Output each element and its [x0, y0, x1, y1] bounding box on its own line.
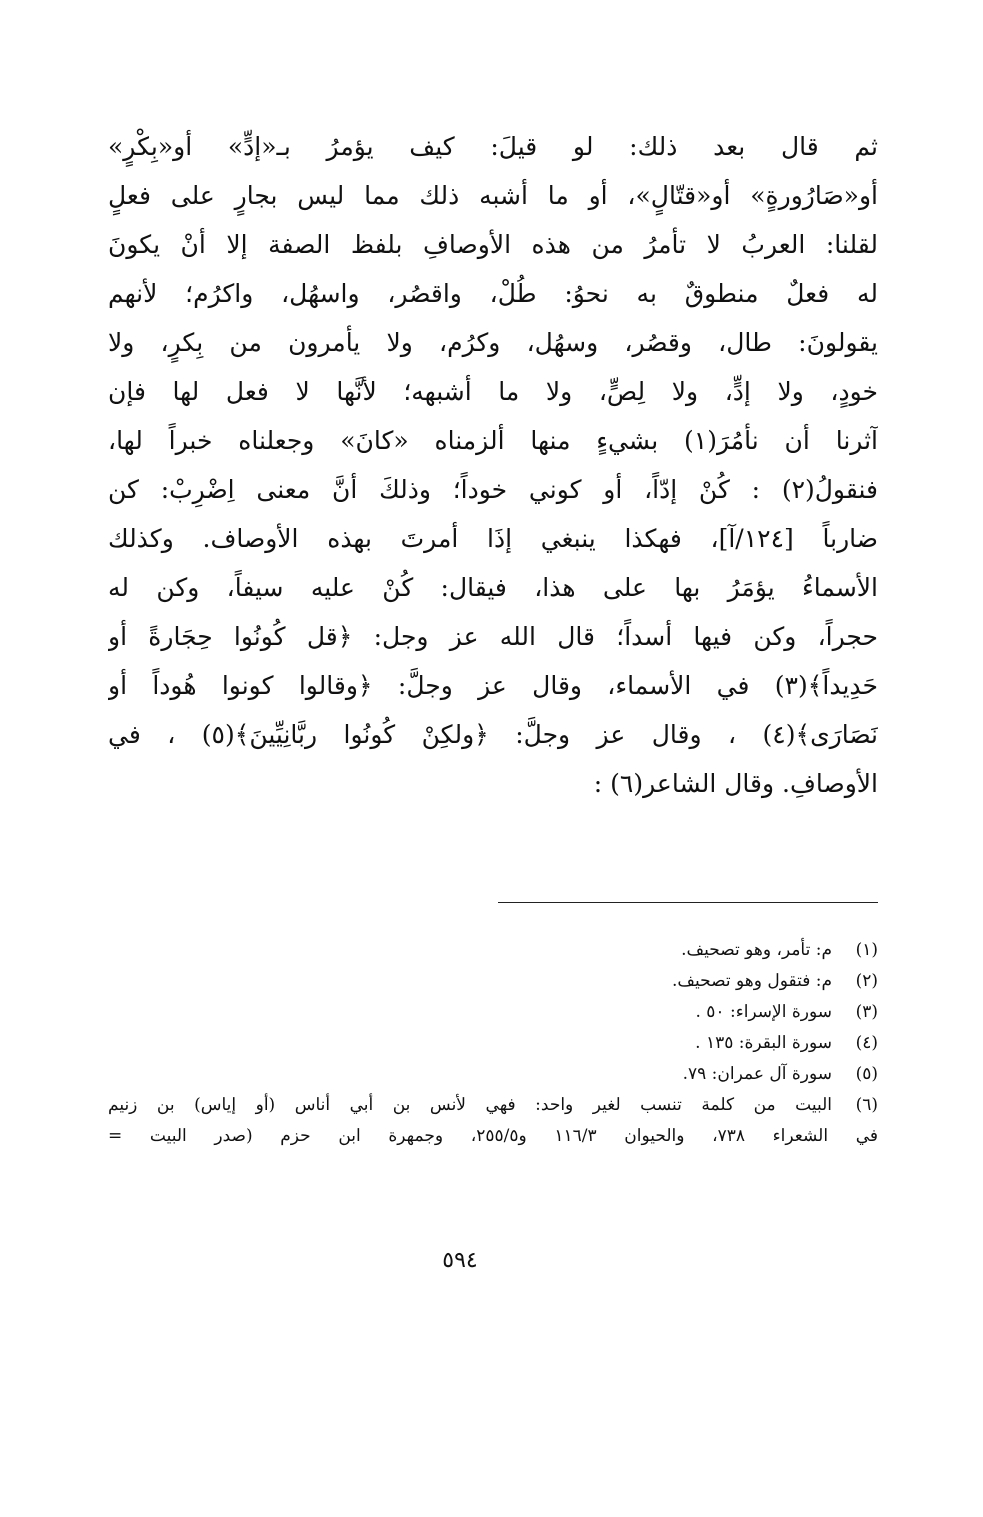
- text-line: الأوصافِ. وقال الشاعر(٦) :: [593, 769, 878, 798]
- footnote-body: [108, 1090, 878, 1152]
- text-line: يقولونَ: طال، وقصُر، وسهُل، وكرُم، ولا يأمرون من بِكرٍ، ولا: [108, 328, 878, 357]
- footnote-body: [108, 997, 832, 1028]
- footnote-text: م: تأمر، وهو تصحيف.: [681, 940, 832, 960]
- text-line: حجراً، وكن فيها أسداً؛ قال الله عز وجل: ﴿قل كُونُوا حِجَارةً أو: [108, 622, 878, 651]
- text-line: أو«صَارُورةٍ» أو«قتّالٍ»، أو ما أشبه ذلك مما ليس بجارٍ على فعلٍ: [108, 181, 878, 210]
- footnote-body: [108, 1028, 832, 1059]
- text-line: آثرنا أن نأمُرَ(١) بشيءٍ منها ألزمناه «كانَ» وجعلناه خبراً لها،: [108, 426, 878, 455]
- footnote-marker: (٦): [855, 1095, 878, 1115]
- footnote-separator: [498, 902, 878, 903]
- footnote-marker: (٤): [855, 1033, 878, 1053]
- footnote-text: البيت من كلمة تنسب لغير واحد: فهي لأنس بن أبي أناس (أو إياس) بن زنيم: [108, 1095, 832, 1115]
- text-line: نَصَارَى﴾(٤) ، وقال عز وجلَّ: ﴿ولكِنْ كُونُوا ربَّانِيِّينَ﴾(٥) ، في: [108, 720, 878, 749]
- footnote-marker: (٣): [855, 1002, 878, 1022]
- footnote-text: سورة آل عمران: ٧٩.: [682, 1064, 832, 1084]
- footnote-1: [108, 935, 878, 966]
- text-line: ثم قال بعد ذلك: لو قيلَ: كيف يؤمرُ بـ«إدٍّ» أو«بِكْرٍ»: [108, 132, 878, 161]
- text-line: فنقولُ(٢) : كُنْ إدّاً، أو كوني خوداً؛ وذلكَ أنَّ معنى اِضْرِبْ: كن: [108, 475, 878, 504]
- text-line: ضارباً [١٢٤/آ]، فهكذا ينبغي إذَا أمرتَ بهذه الأوصاف. وكذلك: [108, 524, 878, 553]
- text-line: لقلنا: العربُ لا تأمرُ من هذه الأوصافِ بلفظ الصفة إلا أنْ يكونَ: [108, 230, 878, 259]
- footnote-marker: (٥): [855, 1064, 878, 1084]
- text-line: الأسماءُ يؤمَرُ بها على هذا، فيقال: كُنْ عليه سيفاً، وكن له: [108, 573, 878, 602]
- text-line: خودٍ، ولا إدٍّ، ولا لِصٍّ، ولا ما أشبهه؛ لأنَّها لا فعل لها فإن: [108, 377, 878, 406]
- page-number: ٥٩٤: [442, 1248, 478, 1273]
- footnote-5: [108, 1059, 878, 1090]
- footnotes: [108, 935, 878, 1152]
- footnote-marker: (٢): [855, 971, 878, 991]
- footnote-text: سورة البقرة: ١٣٥ .: [695, 1033, 832, 1053]
- footnote-body: [108, 935, 832, 966]
- footnote-6: [108, 1090, 878, 1152]
- footnote-continuation: في الشعراء ٧٣٨، والحيوان ١١٦/٣ و٢٥٥/٥، وجمهرة ابن حزم (صدر البيت =: [108, 1126, 878, 1146]
- main-text: [108, 122, 878, 808]
- text-line: حَدِيداً﴾(٣) في الأسماء، وقال عز وجلَّ: ﴿وقالوا كونوا هُوداً أو: [108, 671, 878, 700]
- footnote-2: [108, 966, 878, 997]
- footnote-4: [108, 1028, 878, 1059]
- footnote-text: م: فتقول وهو تصحيف.: [672, 971, 832, 991]
- text-line: له فعلٌ منطوقٌ به نحوُ: طُلْ، واقصُر، واسهُل، واكرُم؛ لأنهم: [108, 279, 878, 308]
- footnote-text: سورة الإسراء: ٥٠ .: [695, 1002, 832, 1022]
- footnote-body: [108, 966, 832, 997]
- footnote-3: [108, 997, 878, 1028]
- footnote-marker: (١): [855, 940, 878, 960]
- footnote-body: [108, 1059, 832, 1090]
